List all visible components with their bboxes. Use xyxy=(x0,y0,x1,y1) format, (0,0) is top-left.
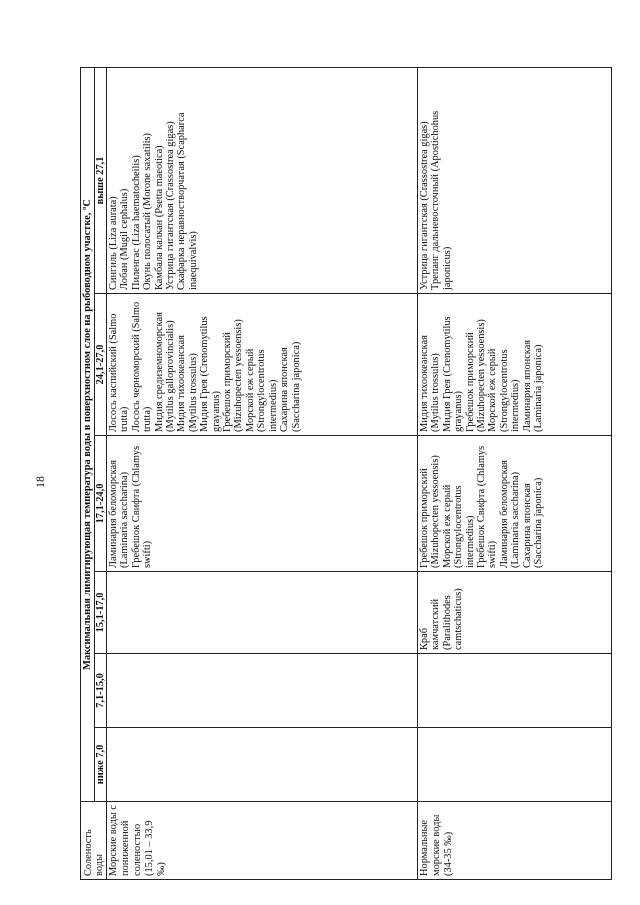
species-entry: Гребешок приморский (Mizuhopecten yessoensis) xyxy=(222,319,245,432)
range-header: ниже 7,0 xyxy=(95,728,107,802)
species-entry: Краб камчатский (Paralithodes camtschaticus) xyxy=(419,588,465,650)
species-entry: Сингиль (Liza aurata) xyxy=(108,196,119,290)
species-entry: Гребешок приморский (Mizuhopecten yessoensis) xyxy=(419,455,442,568)
species-entry: Трепанг дальневосточный (Apostichohus japonicus) xyxy=(430,110,453,290)
species-entry: Лобан (Mugil cephalus) xyxy=(119,188,131,290)
species-entry: Мидия Грея (Crenomytilus grayanus) xyxy=(199,316,222,432)
species-entry: Лосось каспийский (Salmo trutta) xyxy=(108,313,131,432)
species-temperature-table xyxy=(80,67,612,880)
species-entry: Мидия средиземноморская (Mytilus galloprovincialis) xyxy=(153,312,177,432)
table-row xyxy=(107,67,418,879)
species-cell xyxy=(418,654,612,728)
species-entry: Морской еж серый (Strongylocentrotus intermedius) xyxy=(487,348,522,432)
table-row xyxy=(418,67,612,879)
page-number: 18 xyxy=(33,476,47,488)
rotated-table-container xyxy=(80,68,612,880)
species-cell xyxy=(418,436,612,572)
range-header-row xyxy=(95,67,107,879)
species-entry: Устрица гигантская (Crassostrea gigas) xyxy=(165,121,177,290)
range-header: 15,1-17,0 xyxy=(95,572,107,654)
range-header: выше 27,1 xyxy=(95,67,107,293)
species-cell xyxy=(107,728,418,802)
species-entry: Ламинария японская (Laminaria japonica) xyxy=(521,339,545,432)
range-header: 7,1-15,0 xyxy=(95,654,107,728)
species-entry: Гребешок Свифта (Chlamys swifti) xyxy=(476,445,499,568)
species-entry: Гребешок приморский (Mizuhopecten yessoensis) xyxy=(464,319,488,432)
species-entry: Лосось черноморский (Salmo trutta) xyxy=(130,301,154,432)
header-row xyxy=(81,67,95,879)
salinity-cell: Морские воды с пониженной соленостью (15,01 – 33,9 ‰) xyxy=(107,802,418,880)
species-entry: Морской еж серый (Strongylocentrotus intermedius) xyxy=(244,348,279,432)
species-cell xyxy=(107,436,418,572)
species-cell xyxy=(107,67,418,293)
salinity-header: Соленость воды xyxy=(81,802,107,880)
salinity-cell: Нормальные морские воды (34-35 ‰) xyxy=(418,802,612,880)
species-entry: Морской еж серый (Strongylocentrotus intermedius) xyxy=(441,484,476,568)
species-entry: Скафарка неравностворчатая (Scapharca inaequivalvis) xyxy=(176,112,199,290)
temperature-header: Максимальная лимитирующая температура воды в поверхностном слое на рыбоводном участке, ºС xyxy=(81,67,95,801)
species-cell xyxy=(418,67,612,293)
species-entry: Сахарина японская (Saccharina japonica) xyxy=(521,477,545,568)
species-entry: Сахарина японская (Saccharina japonica) xyxy=(279,341,302,432)
species-cell xyxy=(418,572,612,654)
species-entry: Мидия тихоокеанская (Mytilus trossulus) xyxy=(176,335,199,432)
species-entry: Мидия тихоокеанская (Mytilus trossulus) xyxy=(419,335,442,432)
species-cell xyxy=(418,728,612,802)
species-entry: Устрица гигантская (Crassostrea gigas) xyxy=(419,121,430,290)
species-entry: Мидия Грея (Crenomytilus grayanus) xyxy=(441,316,465,432)
species-cell xyxy=(107,294,418,436)
table-body xyxy=(107,67,612,879)
species-entry: Гребешок Свифта (Chlamys swifti) xyxy=(130,445,154,568)
species-entry: Ламинария беломорская (Laminaria saccharina) xyxy=(498,460,522,568)
range-header: 24,1-27,0 xyxy=(95,294,107,436)
species-cell xyxy=(107,572,418,654)
species-cell xyxy=(418,294,612,436)
species-entry: Камбала калкан (Psetta maeotica) xyxy=(153,145,165,290)
range-header: 17,1-24,0 xyxy=(95,436,107,572)
species-entry: Пиленгас (Liza haematocheilis) xyxy=(130,155,142,290)
species-entry: Ламинария беломорская (Laminaria saccharina) xyxy=(108,460,131,568)
species-cell xyxy=(107,654,418,728)
species-entry: Окунь полосатый (Morone saxatilis) xyxy=(142,133,154,290)
